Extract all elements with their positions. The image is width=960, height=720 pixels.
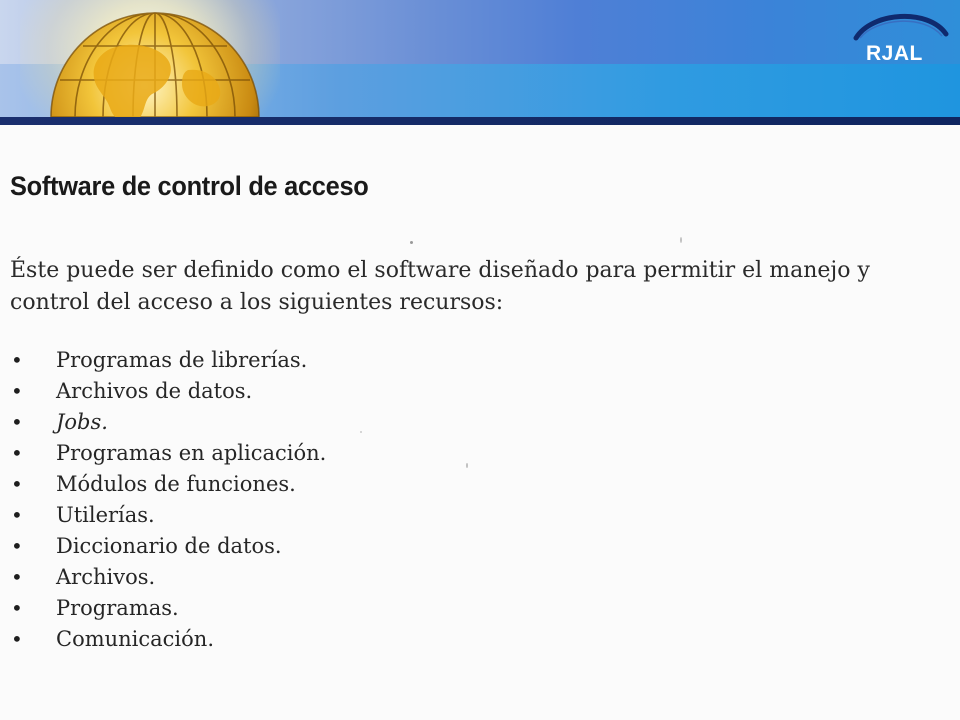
bullet-icon: •	[11, 348, 23, 372]
header-banner	[0, 0, 960, 125]
bullet-icon: •	[11, 503, 23, 527]
bullet-icon: •	[11, 379, 23, 403]
rjal-logo	[852, 8, 952, 68]
logo-text: RJAL	[866, 42, 923, 65]
page-title: Software de control de acceso	[10, 171, 369, 201]
scan-speck	[680, 237, 682, 243]
list-item-text: Archivos.	[56, 565, 156, 589]
list-item-text: Diccionario de datos.	[56, 534, 282, 558]
list-item-text: Jobs.	[56, 410, 108, 434]
bullet-icon: •	[11, 627, 23, 651]
list-item-text: Utilerías.	[56, 503, 155, 527]
scan-speck	[410, 241, 413, 244]
list-item-text: Programas en aplicación.	[56, 441, 327, 465]
bullet-icon: •	[11, 596, 23, 620]
banner-stripe	[0, 117, 960, 125]
document-page	[0, 125, 960, 720]
list-item-text: Comunicación.	[56, 627, 214, 651]
scan-speck	[360, 431, 362, 433]
bullet-icon: •	[11, 441, 23, 465]
bullet-icon: •	[11, 472, 23, 496]
globe-icon	[48, 10, 262, 125]
bullet-icon: •	[11, 410, 23, 434]
bullet-icon: •	[11, 534, 23, 558]
bullet-icon: •	[11, 565, 23, 589]
intro-paragraph: Éste puede ser definido como el software diseñado para permitir el manejo y control del acceso a los siguientes recursos:	[10, 258, 870, 315]
scan-speck	[466, 463, 468, 468]
list-item-text: Archivos de datos.	[56, 379, 253, 403]
list-item-text: Programas.	[56, 596, 179, 620]
list-item-text: Módulos de funciones.	[56, 472, 296, 496]
list-item-text: Programas de librerías.	[56, 348, 308, 372]
